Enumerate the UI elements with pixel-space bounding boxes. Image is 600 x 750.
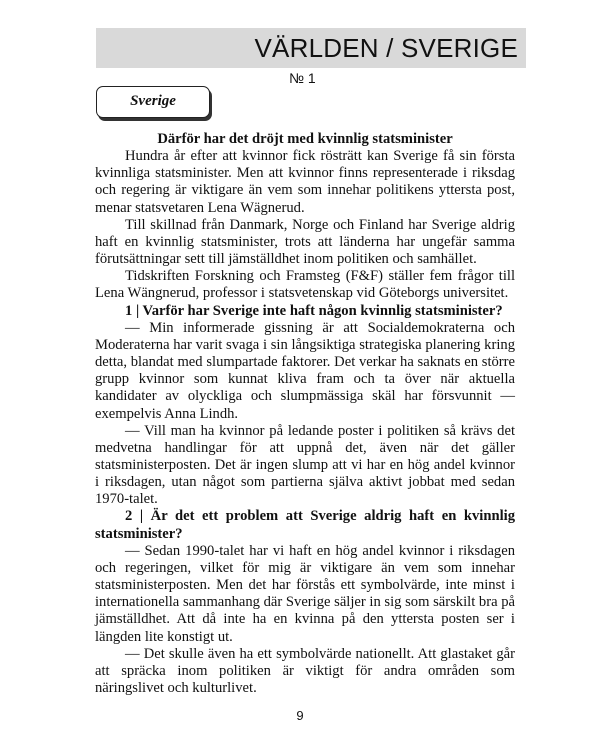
question-heading: 1 | Varför har Sverige inte haft någon kvinnlig statsminister? bbox=[125, 302, 503, 319]
article-paragraph: Hundra år efter att kvinnor fick rösträtt kan Sverige få sin första kvinnliga statsminister. Men att kvinnor finns representerade i riksdag och regering är viktigare än vem som innehar politikens yttersta post, menar statsvetaren Lena Wägnerud. bbox=[95, 148, 515, 216]
issue-number: № 1 bbox=[289, 70, 316, 86]
article-paragraph: Till skillnad från Danmark, Norge och Finland har Sverige aldrig haft en kvinnlig statsminister, trots att länderna har ungefär samma förutsättningar sett till jämställdhet inom politiken och samhället. bbox=[95, 216, 515, 268]
question-heading: 2 | Är det ett problem att Sverige aldrig haft en kvinnlig statsminister? bbox=[95, 508, 515, 542]
section-label: Sverige bbox=[130, 93, 176, 109]
article-paragraph: Tidskriften Forskning och Framsteg (F&F) ställer fem frågor till Lena Wängnerud, professor i statsvetenskap vid Göteborgs universitet. bbox=[95, 268, 515, 302]
article-title: Därför har det dröjt med kvinnlig statsminister bbox=[157, 131, 453, 147]
answer-paragraph: — Vill man ha kvinnor på ledande poster i politiken så krävs det medvetna handlingar för att uppnå det, även när det gäller statsministerposten. Det är ingen slump att vi har en hög andel kvinnor i riksdagen, utan något som partierna själva aktivt jobbat med sedan 1970-talet. bbox=[95, 422, 515, 508]
answer-paragraph: — Det skulle även ha ett symbolvärde nationellt. Att glastaket går att spräcka inom politiken är viktigt för andra områden som näringslivet och kulturlivet. bbox=[95, 645, 515, 696]
article bbox=[95, 131, 515, 697]
page-number: 9 bbox=[296, 708, 304, 723]
answer-paragraph: — Sedan 1990-talet har vi haft en hög andel kvinnor i riksdagen och regeringen, vilket för mig är viktigare än vem som innehar statsministerposten. Men det har förstås ett symbolvärde, inte minst i internationella sammanhang där Sverige säljer in sig som särskilt bra på jämställdhet. Att då inte ha en kvinna på den yttersta posten ser i längden lite konstigt ut. bbox=[95, 542, 515, 645]
answer-paragraph: — Min informerade gissning är att Socialdemokraterna och Moderaterna har varit svaga i sin långsiktiga strategiska planering kring detta, blandat med slumpartade faktorer. Det verkar ha saknats en större grupp kvinnor som kunnat kliva fram och ta över när aktuella kandidater av olyckliga och slumpmässiga skäl har försvunnit — exempelvis Anna Lindh. bbox=[95, 319, 515, 422]
page-header-title: VÄRLDEN / SVERIGE bbox=[254, 33, 518, 63]
section-label-box bbox=[96, 86, 210, 118]
